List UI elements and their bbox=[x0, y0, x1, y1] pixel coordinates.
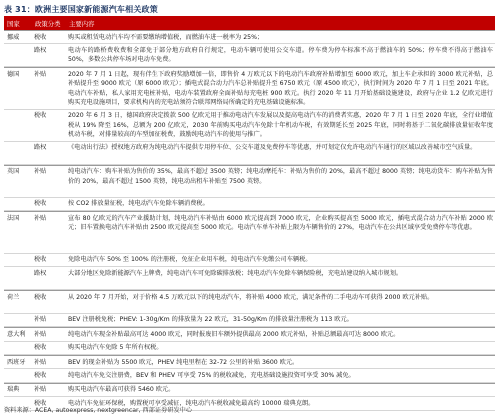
table-row bbox=[4, 342, 495, 355]
table-row bbox=[4, 198, 495, 211]
cell-content: 按 CO2 排放量征税，纯电动汽车免除车辆消费税。 bbox=[68, 200, 209, 208]
cell-content: 纯电动汽车：购车补贴为售价的 35%，最高不超过 3500 英镑；纯电动摩托车：补贴为售价的 20%，最高不超过 8000 英镑；纯电动货车：购车补贴为售价的 20%，最高不超过 1500 英镑，纯电动出租车补贴至 7500 英镑。 bbox=[68, 168, 493, 185]
cell-country: 挪威 bbox=[7, 33, 20, 41]
cell-policy-type: 税收 bbox=[34, 399, 47, 407]
cell-country bbox=[4, 369, 32, 381]
cell-policy-type: 路权 bbox=[34, 144, 47, 152]
cell-content: 电动汽车免征环保税，购置税可享受减征，纯电动汽车税收减免最高约 10000 瑞典克朗。 bbox=[68, 399, 315, 407]
cell-content: 从 2020 年 7 月开始，对于价格 4.5 万欧元以下的纯电动汽车，将补贴 4000 欧元，满足条件的二手电动车可获得 2000 欧元补贴。 bbox=[68, 293, 434, 301]
table-row bbox=[4, 254, 495, 267]
table-row bbox=[4, 211, 495, 254]
cell-country bbox=[4, 314, 32, 326]
cell-policy-type: 税收 bbox=[34, 293, 47, 301]
table-row bbox=[4, 327, 495, 341]
cell-country: 英国 bbox=[7, 168, 20, 176]
table-row bbox=[4, 142, 495, 165]
cell-country bbox=[4, 254, 32, 266]
cell-country bbox=[4, 44, 32, 66]
table-row bbox=[4, 165, 495, 198]
cell-policy-type: 补贴 bbox=[34, 316, 47, 324]
cell-content: 2020 年 6 月 3 日，德国政府决定拨款 500 亿欧元用于推动电动汽车发展以及提高电动汽车的消费者实惠，2020 年 7 月 1 日至 2020 年底，全行业增值税从 19% 降至 16%，总额为 200 亿欧元，2030 年前购买电动汽车免除十年机动车税，有效期延长至 2025 年底，同时将基于二氧化碳排放量征收年度机动车税，对排量较高的车型加征税费，鼓励纯电动汽车的使用与推广。 bbox=[68, 112, 493, 139]
cell-country bbox=[4, 198, 32, 210]
table-row bbox=[4, 267, 495, 290]
cell-content: 纯电动汽车现金补贴最高可达 4000 欧元，同时报废旧车额外提供最高 2000 欧元补贴，补贴总额最高可达 8000 欧元。 bbox=[68, 330, 400, 338]
table-row bbox=[4, 369, 495, 382]
table-row bbox=[4, 383, 495, 397]
cell-policy-type: 税收 bbox=[34, 112, 47, 120]
cell-policy-type: 税收 bbox=[34, 256, 47, 264]
cell-content: 大部分地区免除新能源汽车上牌费，纯电动汽车可免除碳排放税；纯电动汽车免除车辆保险税，充电站建设纳入城市规划。 bbox=[68, 269, 403, 277]
table-row bbox=[4, 44, 495, 67]
cell-content: 购买电动汽车免除 5 年所有权税。 bbox=[68, 344, 163, 352]
cell-policy-type: 补贴 bbox=[34, 330, 47, 338]
cell-content: 2020 年 7 月 1 日起，现有伴生下政府奖励增加一倍，即售价 4 万欧元以下的电动汽车政府补贴增加至 6000 欧元，加上车企承担的 3000 欧元补贴，总补贴提升至 9000 欧元（原 6000 欧元）；插电式混合动力汽车总补贴提升至 6750 欧元（原 4500 欧元），执行时间为 2020 年 7 月 1 日至 2021 年底。电动汽车补贴，私人家用充电桩补贴，电动车装置政府全面补贴每充电桩 900 欧元。执行 2020 年 11 月开始基础设施建设，政府与企业 1.2 亿欧元进行购买充电设施项目，要求机构内的充电站须符合联邦网络局所确定的充电基础设施标准。 bbox=[68, 70, 493, 106]
cell-country bbox=[4, 110, 32, 141]
table-row bbox=[4, 110, 495, 142]
cell-content: 电动车的路桥费收费和全部免于部分地方政府自行规定，电动车辆可使用公交车道。停车费为停车标准不高于燃油车的 50%；停车费不得高于燃油车 50%，多数公共停车场对电动车免费。 bbox=[68, 46, 493, 64]
header-content: 主要内容 bbox=[69, 20, 95, 28]
table-row bbox=[4, 290, 495, 314]
table-body bbox=[4, 30, 495, 411]
cell-country: 瑞典 bbox=[7, 386, 20, 394]
cell-policy-type: 路权 bbox=[34, 46, 47, 54]
cell-policy-type: 补贴 bbox=[34, 70, 47, 78]
cell-content: 《电动出行法》授权地方政府为纯电动汽车提供专用停车位、公交车道及免费停车等优惠，并可划定仅允许电动汽车通行的区域以改善城市空气质量。 bbox=[68, 144, 477, 152]
cell-country: 意大利 bbox=[7, 330, 26, 338]
table-row bbox=[4, 355, 495, 369]
cell-content: 购买或租赁电动汽车均不需要缴纳增值税，而燃油车进一税率为 25%； bbox=[68, 33, 264, 41]
cell-content: 宣布 80 亿欧元的汽车产业援助计划，纯电动汽车补贴由 6000 欧元提高到 7000 欧元，企业购买提高至 5000 欧元，插电式混合动力汽车补贴 2000 欧元；旧车置换电动汽车补贴由 2500 欧元提高至 5000 欧元。电动汽车单车补贴上限为车辆售价的 27%，电动汽车在公共区域享受免费停车等优惠。 bbox=[68, 214, 493, 232]
cell-country: 德国 bbox=[7, 70, 20, 78]
table-title: 表 31：欧洲主要国家新能源汽车相关政策 bbox=[4, 5, 158, 14]
cell-policy-type: 税收 bbox=[34, 200, 47, 208]
table-row bbox=[4, 67, 495, 110]
cell-content: BEV 的现金补贴为 5500 欧元，PHEV 纯电里程在 32-72 公里的补贴 3600 欧元。 bbox=[68, 358, 299, 366]
table-header bbox=[4, 18, 495, 30]
policy-table bbox=[4, 16, 495, 411]
cell-content: 纯电动汽车免交注册费，BEV 和 PHEV 可享受 75% 的税收减免，充电基础设施投资可享受 30% 减免。 bbox=[68, 371, 355, 379]
cell-content: 购买电动汽车最高可获得 5460 欧元。 bbox=[68, 386, 175, 394]
cell-policy-type: 税收 bbox=[34, 33, 47, 41]
cell-country: 西班牙 bbox=[7, 358, 26, 366]
table-row bbox=[4, 30, 495, 44]
cell-policy-type: 补贴 bbox=[34, 214, 47, 222]
cell-country: 法国 bbox=[7, 214, 20, 222]
cell-policy-type: 税收 bbox=[34, 344, 47, 352]
cell-country bbox=[4, 342, 32, 354]
cell-content: 免除电动汽车 50% 至 100% 的注册税，免征企业用车税，纯电动汽车免缴公司车辆税。 bbox=[68, 256, 312, 264]
header-type: 政策分类 bbox=[35, 20, 61, 28]
cell-policy-type: 补贴 bbox=[34, 358, 47, 366]
cell-country bbox=[4, 142, 32, 164]
cell-policy-type: 补贴 bbox=[34, 386, 47, 394]
header-country: 国家 bbox=[7, 20, 20, 28]
cell-country: 荷兰 bbox=[7, 293, 20, 301]
cell-policy-type: 补贴 bbox=[34, 168, 47, 176]
cell-content: BEV 注册税免税；PHEV: 1-30g/Km 的排放量为 22 欧元，31-50g/Km 的排放量注册税为 113 欧元。 bbox=[68, 316, 353, 324]
cell-policy-type: 路权 bbox=[34, 269, 47, 277]
table-row bbox=[4, 314, 495, 327]
source-note: 资料来源：ACEA, autoexpress, nextgreencar, 西部证券研发中心 bbox=[4, 407, 193, 414]
cell-country bbox=[4, 267, 32, 289]
cell-policy-type: 税收 bbox=[34, 371, 47, 379]
